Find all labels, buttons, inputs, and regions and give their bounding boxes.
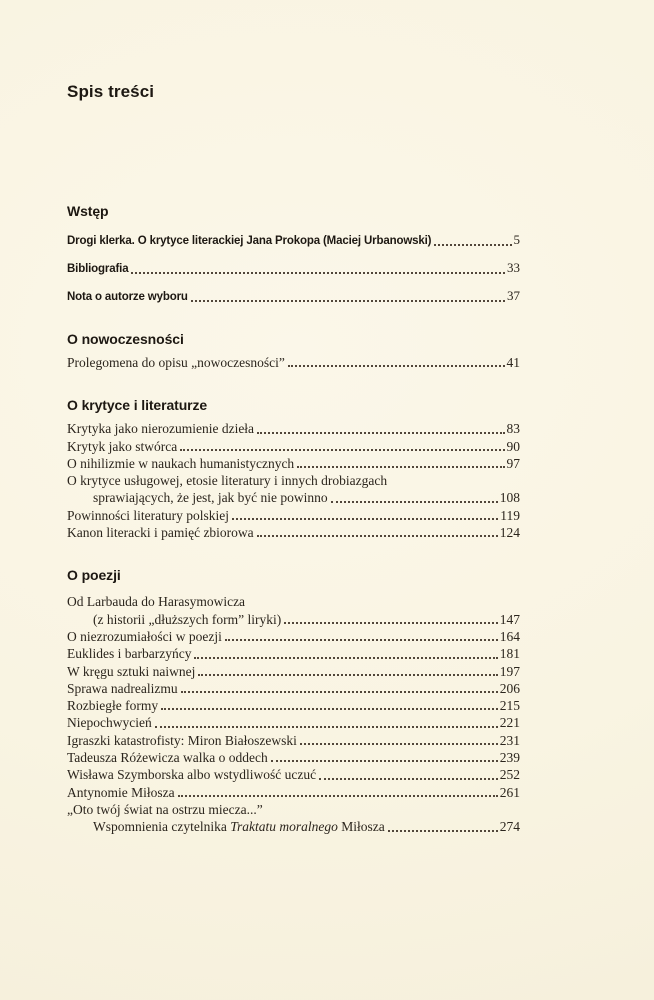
entry-line: [67, 628, 520, 645]
section-heading: O krytyce i literaturze: [67, 397, 208, 414]
toc-entry: [67, 232, 520, 249]
entry-title-text: Igraszki katastrofisty: Miron Białoszewski: [67, 732, 297, 748]
page-number: 119: [500, 507, 520, 523]
section-entries: [67, 354, 520, 371]
entry-line: [67, 472, 520, 489]
entry-line: [67, 663, 520, 680]
page-number: 239: [499, 750, 520, 766]
page-number: 274: [499, 819, 520, 835]
page-number: 197: [499, 663, 520, 679]
entry-title-text: Bibliografia: [67, 263, 129, 275]
entry-title-text: Drogi klerka. O krytyce literackiej Jana Prokopa (Maciej Urbanowski): [67, 235, 432, 247]
entry-title-text: W kręgu sztuki naiwnej: [67, 663, 196, 679]
dot-leader: [232, 518, 498, 520]
dot-leader: [180, 449, 504, 451]
entry-title: [67, 766, 316, 783]
entry-line: [67, 749, 520, 766]
toc-entry: [67, 593, 520, 628]
dot-leader: [131, 272, 505, 274]
entry-title: [93, 611, 281, 628]
entry-title: [67, 455, 294, 472]
entry-title: [67, 680, 178, 697]
dot-leader: [388, 830, 498, 832]
section-heading: Wstęp: [67, 203, 109, 219]
entry-line: [67, 680, 520, 697]
entry-title: [67, 645, 191, 662]
dot-leader: [225, 639, 498, 641]
entry-title: [67, 507, 229, 524]
toc-entry: [67, 697, 520, 714]
entry-title: [67, 473, 387, 488]
dot-leader: [257, 432, 504, 434]
page-number: 206: [499, 680, 520, 696]
entry-line: [67, 507, 520, 524]
entry-title-text: Tadeusza Różewicza walka o oddech: [67, 750, 268, 766]
entry-title-text: Rozbiegłe formy: [67, 698, 159, 714]
entry-title: [67, 663, 195, 680]
toc-entry: [67, 732, 520, 749]
entry-title: [67, 802, 263, 817]
page-number: 261: [499, 784, 520, 800]
entry-title: [93, 489, 328, 506]
toc-entry: [67, 801, 520, 836]
entry-line: [93, 489, 520, 506]
entry-title-text: Euklides i barbarzyńcy: [67, 646, 192, 662]
entry-title-text: Miłosza: [337, 819, 385, 835]
page-number: 231: [499, 732, 520, 748]
section-heading: O nowoczesności: [67, 331, 184, 347]
entry-title-text: O krytyce usługowej, etosie literatury i innych drobiazgach: [67, 473, 388, 489]
entry-title: [67, 594, 245, 609]
dot-leader: [181, 691, 498, 693]
entry-title: [67, 354, 285, 371]
dot-leader: [434, 244, 511, 246]
entry-title-italic: Traktatu moralnego: [230, 819, 338, 835]
dot-leader: [319, 778, 498, 780]
entry-title: [67, 628, 222, 645]
entry-line: [67, 232, 520, 249]
entry-title-text: Prolegomena do opisu „nowoczesności”: [67, 355, 285, 370]
entry-title-text: Krytyk jako stwórca: [67, 438, 178, 454]
entry-title-text: O niezrozumiałości w poezji: [67, 628, 222, 644]
entry-line: [67, 455, 520, 472]
page-number: 215: [499, 698, 520, 714]
page-number: 37: [507, 288, 520, 303]
entry-title: [67, 697, 158, 714]
entry-line: [67, 732, 520, 749]
entry-line: [67, 766, 520, 783]
dot-leader: [300, 743, 498, 745]
page-number: 181: [499, 646, 520, 662]
entry-title-text: Sprawa nadrealizmu: [67, 680, 178, 696]
page-number: 108: [499, 490, 520, 506]
entry-title-text: Niepochwycień: [67, 715, 152, 731]
section-entries: [67, 593, 520, 835]
dot-leader: [257, 535, 498, 537]
entry-line: [67, 645, 520, 662]
toc-entry: [67, 455, 520, 472]
dot-leader: [331, 501, 498, 503]
entry-line: [67, 288, 520, 305]
entry-title: [93, 818, 385, 835]
entry-line: [67, 784, 520, 801]
section-heading: O poezji: [67, 567, 121, 584]
toc-entry: [67, 663, 520, 680]
dot-leader: [191, 300, 505, 302]
entry-title-text: Powinności literatury polskiej: [67, 507, 229, 523]
dot-leader: [161, 708, 498, 710]
entry-line: [67, 420, 520, 437]
page-number: 33: [507, 260, 520, 275]
page-number: 5: [513, 232, 520, 247]
entry-title: [67, 749, 268, 766]
toc-entry: [67, 628, 520, 645]
page-number: 83: [506, 421, 520, 437]
entry-line: [67, 438, 520, 455]
toc-entry: [67, 438, 520, 455]
toc-entry: [67, 766, 520, 783]
entry-title-text: (z historii „dłuższych form” liryki): [93, 611, 282, 627]
toc-entry: [67, 524, 520, 541]
entry-title: [67, 438, 177, 455]
entry-title: [67, 289, 188, 305]
toc-entry: [67, 714, 520, 731]
entry-line: [67, 354, 520, 371]
entry-line: [67, 593, 520, 610]
entry-title-text: O nihilizmie w naukach humanistycznych: [67, 455, 295, 471]
dot-leader: [284, 622, 498, 624]
entry-line: [67, 714, 520, 731]
toc-entry: [67, 420, 520, 437]
toc-entry: [67, 507, 520, 524]
entry-title-text: Wspomnienia czytelnika: [93, 819, 231, 835]
entry-title-text: Nota o autorze wyboru: [67, 291, 188, 303]
toc-section: [67, 203, 520, 305]
entry-title-text: Od Larbauda do Harasymowicza: [67, 594, 246, 610]
toc-section: [67, 567, 520, 835]
entry-line: [93, 818, 520, 835]
entry-line: [67, 260, 520, 277]
entry-title-text: „Oto twój świat na ostrzu miecza...”: [67, 801, 263, 817]
page-title: Spis treści: [67, 82, 155, 101]
entry-title: [67, 233, 431, 249]
page-number: 90: [506, 438, 520, 454]
entry-title: [67, 420, 254, 437]
toc-section: [67, 397, 520, 541]
page-number: 164: [499, 628, 520, 644]
toc-entry: [67, 680, 520, 697]
page-number: 124: [499, 525, 520, 541]
toc-entry: [67, 749, 520, 766]
table-of-contents: [67, 82, 520, 836]
toc-sections: [67, 203, 520, 836]
page-number: 97: [506, 455, 520, 471]
entry-title: [67, 732, 297, 749]
toc-entry: [67, 288, 520, 305]
entry-title: [67, 261, 128, 277]
entry-title: [67, 524, 254, 541]
entry-line: [93, 611, 520, 628]
dot-leader: [155, 726, 498, 728]
entry-title: [67, 714, 152, 731]
section-entries: [67, 232, 520, 305]
page-number: 147: [499, 611, 520, 627]
toc-entry: [67, 784, 520, 801]
entry-title-text: Kanon literacki i pamięć zbiorowa: [67, 525, 254, 541]
toc-section: [67, 331, 520, 371]
dot-leader: [297, 466, 504, 468]
page-number: 252: [499, 767, 520, 783]
entry-line: [67, 697, 520, 714]
toc-entry: [67, 645, 520, 662]
toc-entry: [67, 260, 520, 277]
entry-title-text: sprawiających, że jest, jak być nie powinno: [93, 490, 328, 506]
entry-title-text: Krytyka jako nierozumienie dzieła: [67, 421, 255, 437]
dot-leader: [194, 657, 497, 659]
page-number: 41: [506, 355, 520, 370]
dot-leader: [178, 795, 498, 797]
entry-title-text: Wisława Szymborska albo wstydliwość uczuć: [67, 767, 317, 783]
section-entries: [67, 420, 520, 541]
dot-leader: [288, 365, 505, 367]
entry-title: [67, 784, 175, 801]
toc-entry: [67, 354, 520, 371]
entry-title-text: Antynomie Miłosza: [67, 784, 175, 800]
page-number: 221: [499, 715, 520, 731]
entry-line: [67, 801, 520, 818]
entry-line: [67, 524, 520, 541]
toc-entry: [67, 472, 520, 507]
dot-leader: [271, 760, 498, 762]
dot-leader: [198, 674, 497, 676]
